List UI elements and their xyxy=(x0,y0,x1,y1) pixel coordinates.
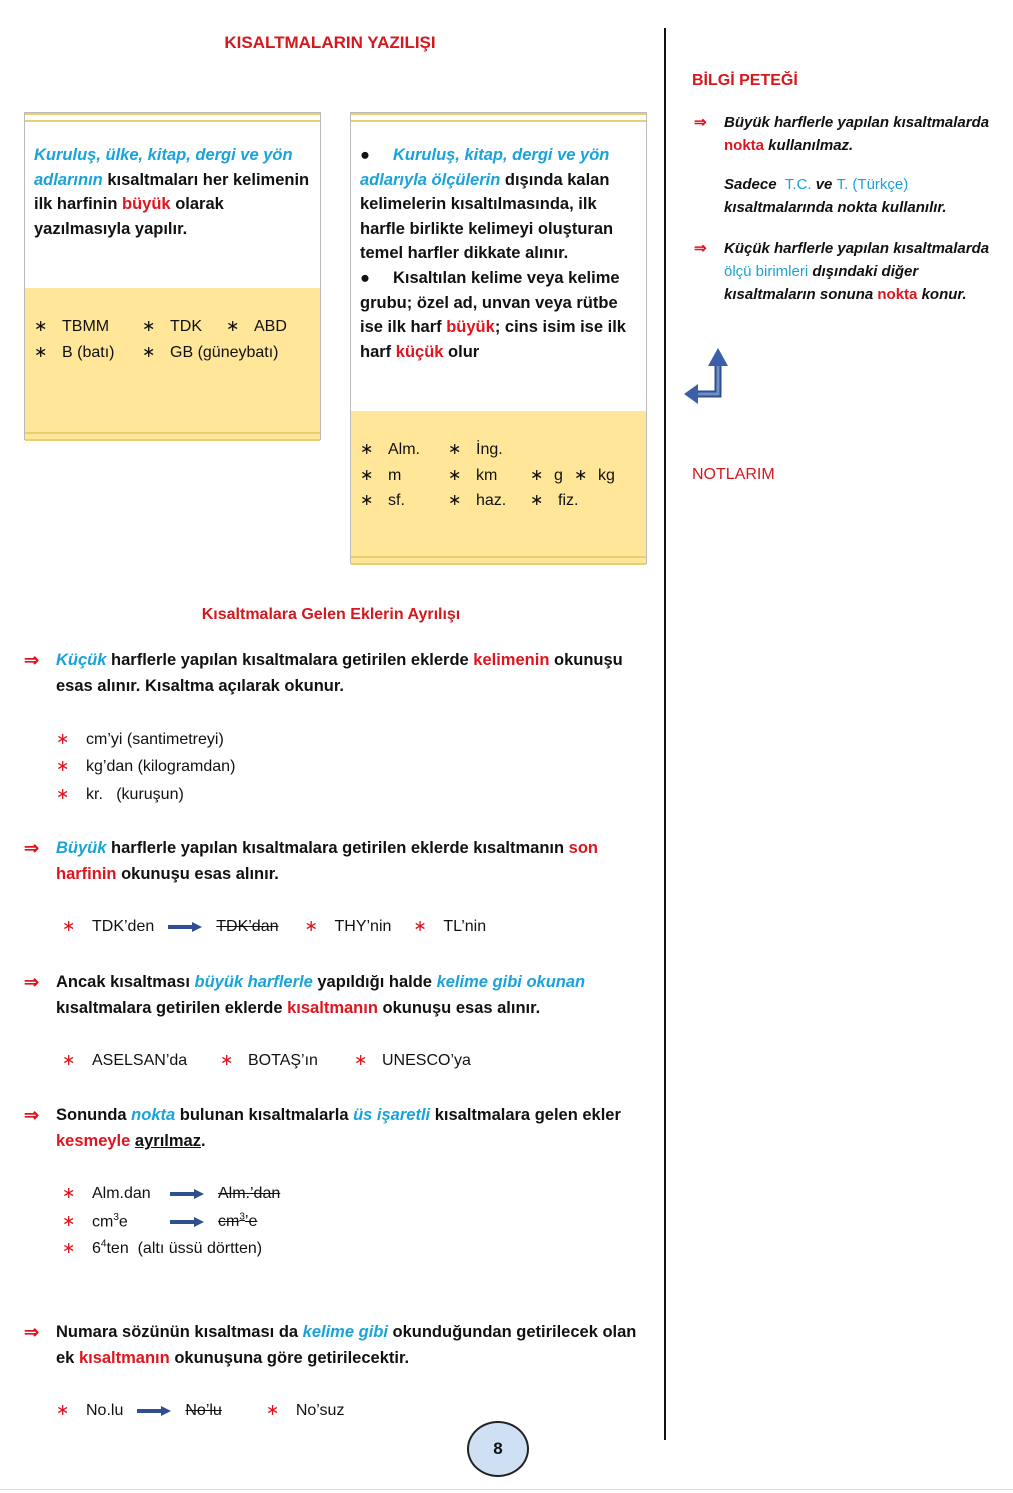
section-subtitle: Kısaltmalara Gelen Eklerin Ayrılışı xyxy=(201,606,461,623)
example-suffix: e xyxy=(118,1213,128,1230)
sidebar-note-2 xyxy=(724,173,994,219)
example: TL’nin xyxy=(443,918,487,935)
box2-text-red: küçük xyxy=(395,342,444,361)
rule-text-blue: kelime gibi xyxy=(302,1323,388,1341)
example-base: cm xyxy=(92,1213,114,1230)
rule-text: kısaltmalara getirilen eklerde xyxy=(56,999,288,1017)
example: ten (altı üssü dörtten) xyxy=(106,1240,263,1257)
rule-2: ⇒ Büyük harflerle yapılan kısaltmalara getirilen eklerde kısaltmanın son harfinin okunuşu esas alınır. xyxy=(24,838,598,883)
rule-text: okunuşu esas alınır. Kısaltma açılarak okunur. xyxy=(56,651,623,695)
box2-bullet-2: ● Kısaltılan kelime veya kelime grubu; özel ad, unvan veya rütbe ise ilk harf büyük; cins isim ise ilk harf küçük olur xyxy=(360,269,626,361)
example: THY’nin xyxy=(334,918,392,935)
sidebar-heading: BİLGİ PETEĞİ xyxy=(692,72,798,89)
example: ABD xyxy=(254,318,287,335)
rule-1: ⇒ Küçük harflerle yapılan kısaltmalara getirilen eklerde kelimenin okunuşu esas alınır. Kısaltma açılarak okunur. xyxy=(24,650,623,695)
example: g xyxy=(554,467,563,484)
example: BOTAŞ’ın xyxy=(248,1052,318,1069)
box1-examples: ∗ TBMM ∗ TDK ∗ ABD ∗ B (batı) ∗ GB (güneybatı) xyxy=(25,288,320,439)
rule-text: . xyxy=(200,1132,206,1150)
rule-text: okunduğundan getirilecek olan ek xyxy=(56,1323,637,1367)
arrow-right-icon xyxy=(168,922,202,932)
rule-text: kısaltmalara gelen ekler xyxy=(430,1106,621,1124)
example-correct xyxy=(92,1212,160,1231)
rule-5: ⇒ Numara sözünün kısaltması da kelime gibi okunduğundan getirilecek olan ek kısaltmanın okunuşuna göre getirilecektir. xyxy=(24,1322,637,1367)
box2-bullet-1: ● Kuruluş, kitap, dergi ve yön adlarıyla ölçülerin dışında kalan kelimelerin kısaltılmasında, ilk harfle birlikte kelimeyi oluşturan temel harfler dikkate alınır. xyxy=(360,146,614,262)
example: kr. (kuruşun) xyxy=(86,786,184,803)
rule-text: Numara sözünün kısaltması da xyxy=(56,1323,303,1341)
example: B (batı) xyxy=(62,344,115,361)
example: ASELSAN’da xyxy=(92,1052,188,1069)
rule-text-blue: kelime gibi okunan xyxy=(436,973,586,991)
note-text: kullanılmaz. xyxy=(764,137,854,154)
rule-text-red: kısaltmanın xyxy=(287,999,378,1017)
rule-text: okunuşu esas alınır. xyxy=(116,865,279,883)
info-box-2 xyxy=(350,112,647,564)
example-superscript: 3 xyxy=(239,1211,245,1223)
page-title: KISALTMALARIN YAZILIŞI xyxy=(224,33,436,52)
example-superscript: 4 xyxy=(100,1238,107,1250)
rule1-example: ∗ cm’yi (santimetreyi) xyxy=(56,731,224,748)
rule-text-red: kısaltmanın xyxy=(78,1349,170,1367)
example-base: cm xyxy=(218,1213,240,1230)
note-text-red: nokta xyxy=(877,286,918,303)
note-text-red: nokta xyxy=(724,137,765,154)
note-text: Küçük harflerle yapılan kısaltmalarda xyxy=(724,240,990,257)
example: kg’dan (kilogramdan) xyxy=(86,758,236,775)
rule-text: Sonunda xyxy=(56,1106,132,1124)
example: km xyxy=(476,467,498,484)
note-text: ve xyxy=(811,176,837,193)
box2-text-part: dışında kalan kelimelerin kısaltılmasında, ilk harfle birlikte kelimeyi oluşturan temel harfler dikkate alınır. xyxy=(360,170,614,262)
box1-text-red: büyük xyxy=(122,195,171,213)
page-number: 8 xyxy=(467,1421,529,1477)
note-text: dışındaki diğer kısaltmaların sonuna xyxy=(724,263,919,303)
sidebar-note-3: ⇒ Küçük harflerle yapılan kısaltmalarda ölçü birimleri dışındaki diğer kısaltmaların sonuna nokta konur. xyxy=(694,240,990,303)
example: Alm. xyxy=(388,441,420,458)
example-superscript: 3 xyxy=(113,1211,119,1223)
example: TBMM xyxy=(62,318,110,335)
example-correct: Alm.dan xyxy=(92,1185,151,1202)
rule-text-red: kelimenin xyxy=(473,651,550,669)
box2-text-part: ; cins isim ise ilk harf xyxy=(360,318,626,361)
arrow-right-icon xyxy=(170,1217,204,1227)
rule1-example: ∗ kg’dan (kilogramdan) xyxy=(56,758,236,775)
notes-heading: NOTLARIM xyxy=(692,466,775,483)
rule-4: ⇒ Sonunda nokta bulunan kısaltmalarla üs işaretli kısaltmalara gelen ekler kesmeyle ayrılmaz. xyxy=(24,1105,621,1150)
rule-text-blue: Büyük xyxy=(56,839,107,857)
rule-text-blue: Küçük xyxy=(56,651,107,669)
rule-text: okunuşuna göre getirilecektir. xyxy=(169,1349,410,1367)
rule-text-red: kesmeyle xyxy=(56,1132,131,1150)
note-text-blue: ölçü birimleri xyxy=(724,263,809,280)
note-text-blue: T.C. xyxy=(784,176,812,193)
example: sf. xyxy=(388,492,405,509)
rule-text: okunuşu esas alınır. xyxy=(377,999,541,1017)
box1-text-part: olarak yazılmasıyla yapılır. xyxy=(34,195,224,238)
box2-text-part: Kısaltılan kelime veya kelime grubu; özel ad, unvan veya rütbe ise ilk harf xyxy=(360,269,620,336)
example-wrong: TDK’dan xyxy=(216,918,279,935)
arrow-right-icon xyxy=(137,1406,171,1416)
example: cm’yi (santimetreyi) xyxy=(86,731,224,748)
example: fiz. xyxy=(558,492,579,509)
note-text: Sadece xyxy=(724,176,785,193)
rule-text: bulunan kısaltmalarla xyxy=(175,1106,354,1124)
corner-arrow-icon xyxy=(682,346,732,404)
box2-text-blue: Kuruluş, kitap, dergi ve yön adlarıyla ölçülerin xyxy=(360,146,610,189)
rule-text: harflerle yapılan kısaltmalara getirilen eklerde kısaltmanın xyxy=(106,839,569,857)
example: UNESCO’ya xyxy=(382,1052,471,1069)
example: kg xyxy=(598,467,615,484)
example-wrong: Alm.’dan xyxy=(218,1185,281,1202)
rule4-example-2: ∗ $cm^3e$ $cm^3’e$ xyxy=(62,1211,258,1230)
rule1-example: ∗ kr. (kuruşun) xyxy=(56,786,184,803)
example: İng. xyxy=(476,441,503,458)
arrow-right-icon xyxy=(170,1189,204,1199)
sidebar-note-1: ⇒ Büyük harflerle yapılan kısaltmalarda nokta kullanılmaz. xyxy=(694,114,990,154)
rule-text: Ancak kısaltması xyxy=(56,973,195,991)
example: haz. xyxy=(476,492,507,509)
box2-text-red: büyük xyxy=(446,318,495,336)
column-divider xyxy=(664,28,666,1440)
rule2-examples: ∗ TDK’den TDK’dan ∗ THY’nin ∗ TL’nin xyxy=(62,918,487,935)
info-box-1 xyxy=(24,112,321,440)
box1-text xyxy=(34,143,316,241)
example: No’suz xyxy=(295,1402,345,1419)
box1-text-part: kısaltmaları her kelimenin ilk harfinin xyxy=(34,170,310,213)
box2-examples: ∗ Alm. ∗ İng. ∗ m ∗ km ∗ g ∗ kg ∗ sf. ∗ haz. ∗ fiz. xyxy=(351,411,646,563)
example: m xyxy=(388,467,402,484)
example: TDK xyxy=(170,318,202,335)
page-bottom-line xyxy=(0,1489,1013,1490)
example: GB (güneybatı) xyxy=(170,344,279,361)
example-wrong: No’lu xyxy=(185,1402,222,1419)
rule5-examples: ∗ No.lu No’lu ∗ No’suz xyxy=(56,1402,345,1419)
rule-text-underlined: ayrılmaz xyxy=(134,1132,201,1150)
note-text: konur. xyxy=(917,286,967,303)
box2-text-part: olur xyxy=(443,342,480,361)
rule-text-red: son harfinin xyxy=(56,839,598,883)
rule4-example-1: ∗ Alm.dan Alm.’dan xyxy=(62,1185,281,1202)
example-correct: No.lu xyxy=(86,1402,124,1419)
note-text-blue: T. (Türkçe) xyxy=(836,176,909,193)
rule-3: ⇒ Ancak kısaltması büyük harflerle yapıldığı halde kelime gibi okunan kısaltmalara getirilen eklerde kısaltmanın okunuşu esas alınır. xyxy=(24,972,586,1017)
rule-text-blue: üs işaretli xyxy=(353,1106,431,1124)
box1-text-blue: Kuruluş, ülke, kitap, dergi ve yön adlarının xyxy=(34,146,293,189)
rule-text-blue: nokta xyxy=(131,1106,176,1124)
note-text: Büyük harflerle yapılan kısaltmalarda xyxy=(724,114,990,131)
note-text: kısaltmalarında nokta kullanılır. xyxy=(724,199,947,216)
rule-text: harflerle yapılan kısaltmalara getirilen eklerde xyxy=(106,651,474,669)
rule-text: yapıldığı halde xyxy=(312,973,437,991)
rule4-example-3: ∗ $6^4ten$ (altı üssü dörtten) xyxy=(62,1238,263,1257)
example-correct: TDK’den xyxy=(92,918,155,935)
rule-text-blue: büyük harflerle xyxy=(194,973,313,991)
example-base: 6 xyxy=(92,1240,101,1257)
example-suffix: ’e xyxy=(244,1213,258,1230)
rule3-examples: ∗ ASELSAN’da ∗ BOTAŞ’ın ∗ UNESCO’ya xyxy=(62,1052,471,1069)
example-wrong xyxy=(218,1213,257,1230)
